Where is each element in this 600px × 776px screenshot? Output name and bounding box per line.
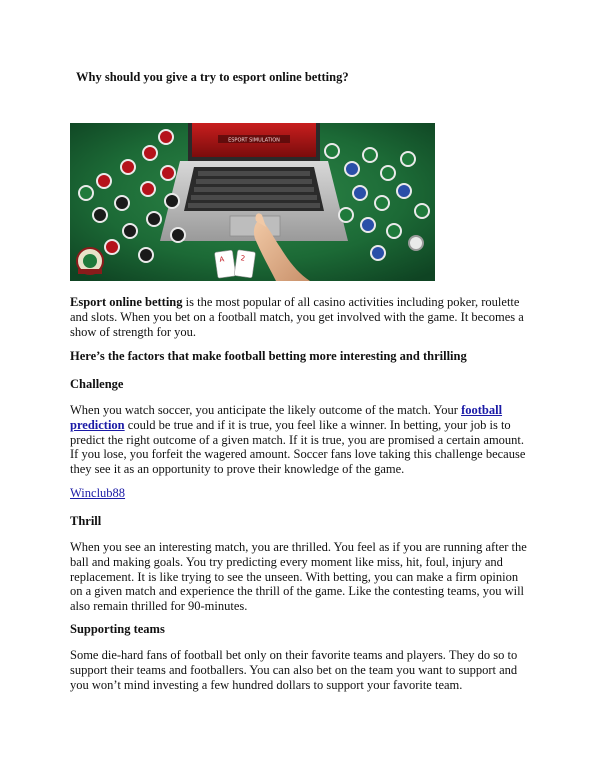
challenge-after-link: could be true and if it is true, you feel like a winner. In betting, your job is to predict the right outcome of a given match. If it is true, you are promised a certain amount. If you lose, you forfeit the wagered amount. Soccer fans love taking this challenge because they see it as an opportunity to prove their knowledge of the game. <box>70 417 526 477</box>
football-prediction-link[interactable]: football prediction <box>70 403 503 432</box>
casino-logo-badge <box>77 248 103 274</box>
challenge-heading: Challenge <box>70 377 124 391</box>
thrill-paragraph: When you see an interesting match, you are thrilled. You feel as if you are running after the ball and making goals. You try predicting every moment like miss, hit, foul, injury and replacement. It is like trying to see the unseen. With betting, you can make a firm opinion on a given match and experience the thrill of the game. Like the contesting teams, you will also remain thrilled for 90-minutes. <box>70 540 527 614</box>
svg-text:2: 2 <box>240 254 246 263</box>
laptop-base <box>160 161 348 241</box>
svg-text:A: A <box>218 255 225 264</box>
hero-image-casino-laptop <box>70 123 435 281</box>
laptop-screen-text: ESPORT SIMULATION <box>228 137 280 144</box>
laptop-screen <box>188 123 320 161</box>
intro-rest: is the most popular of all casino activities including poker, roulette and slots. When you bet on a football match, you get involved with the game. It becomes a show of strength for you. <box>70 295 524 339</box>
winclub88-link[interactable]: Winclub88 <box>70 486 126 500</box>
winclub-paragraph <box>70 486 530 501</box>
intro-lead-bold: Esport online betting <box>70 295 183 309</box>
supporting-teams-paragraph: Some die-hard fans of football bet only on their favorite teams and players. They do so to support their teams and footballers. You can also bet on the team you want to support and you won’t mind investing a few hundred dollars to support your favorite team. <box>70 648 518 692</box>
factors-heading: Here’s the factors that make football betting more interesting and thrilling <box>70 349 467 363</box>
page-title: Why should you give a try to esport online betting? <box>76 70 349 84</box>
thrill-heading: Thrill <box>70 514 102 528</box>
challenge-before-link: When you watch soccer, you anticipate the likely outcome of the match. Your <box>70 403 462 417</box>
challenge-paragraph <box>70 403 530 477</box>
intro-paragraph <box>70 295 530 339</box>
supporting-teams-heading: Supporting teams <box>70 622 165 636</box>
